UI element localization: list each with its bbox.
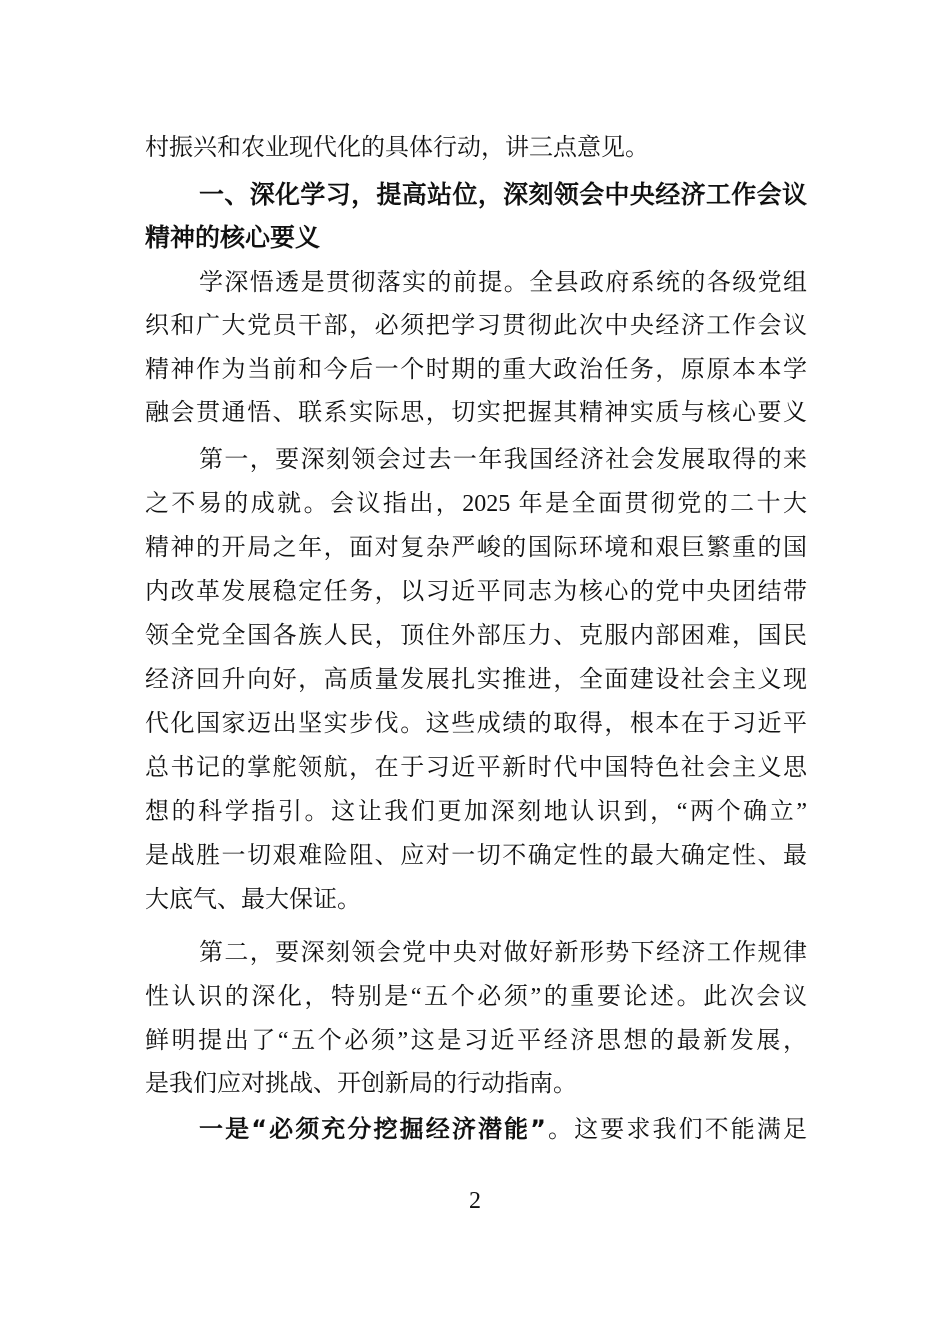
- bold-lead: 一是“必须充分挖掘经济潜能”: [199, 1115, 546, 1143]
- paragraph-line: 性认识的深化，特别是“五个必须”的重要论述。此次会议: [145, 984, 807, 1010]
- paragraph-line: 领全党全国各族人民，顶住外部压力、克服内部困难，国民: [145, 623, 807, 649]
- paragraph-line: 学深悟透是贯彻落实的前提。全县政府系统的各级党组: [199, 270, 807, 296]
- paragraph-line: 是我们应对挑战、开创新局的行动指南。: [145, 1071, 577, 1097]
- paragraph-line: 大底气、最大保证。: [145, 887, 361, 913]
- paragraph-line: 第二，要深刻领会党中央对做好新形势下经济工作规律: [199, 940, 807, 966]
- paragraph-line: 代化国家迈出坚实步伐。这些成绩的取得，根本在于习近平: [145, 711, 807, 737]
- paragraph-line: 总书记的掌舵领航，在于习近平新时代中国特色社会主义思: [145, 755, 807, 781]
- paragraph-line: 是战胜一切艰难险阻、应对一切不确定性的最大确定性、最: [145, 843, 807, 869]
- paragraph-line: 织和广大党员干部，必须把学习贯彻此次中央经济工作会议: [145, 313, 807, 339]
- paragraph-line: 融会贯通悟、联系实际思，切实把握其精神实质与核心要义: [145, 400, 807, 426]
- paragraph-line: 精神作为当前和今后一个时期的重大政治任务，原原本本学: [145, 357, 807, 383]
- paragraph-line: 内改革发展稳定任务，以习近平同志为核心的党中央团结带: [145, 579, 807, 605]
- paragraph-line: [199, 1113, 807, 1146]
- paragraph-line: 精神的开局之年，面对复杂严峻的国际环境和艰巨繁重的国: [145, 535, 807, 561]
- paragraph-line: 之不易的成就。会议指出，2025 年是全面贯彻党的二十大: [145, 491, 807, 517]
- section-heading-cont: 精神的核心要义: [145, 223, 321, 252]
- page-number: 2: [469, 1188, 481, 1214]
- section-heading: 一、深化学习，提高站位，深刻领会中央经济工作会议: [199, 180, 807, 209]
- lead-rest: 。这要求我们不能满足: [545, 1117, 808, 1143]
- paragraph-line: 想的科学指引。这让我们更加深刻地认识到，“两个确立”: [145, 799, 807, 825]
- paragraph-line: 第一，要深刻领会过去一年我国经济社会发展取得的来: [199, 447, 807, 473]
- paragraph-line: 鲜明提出了“五个必须”这是习近平经济思想的最新发展，: [145, 1028, 807, 1054]
- paragraph-line: 经济回升向好，高质量发展扎实推进，全面建设社会主义现: [145, 667, 807, 693]
- paragraph-line: 村振兴和农业现代化的具体行动，讲三点意见。: [145, 135, 649, 161]
